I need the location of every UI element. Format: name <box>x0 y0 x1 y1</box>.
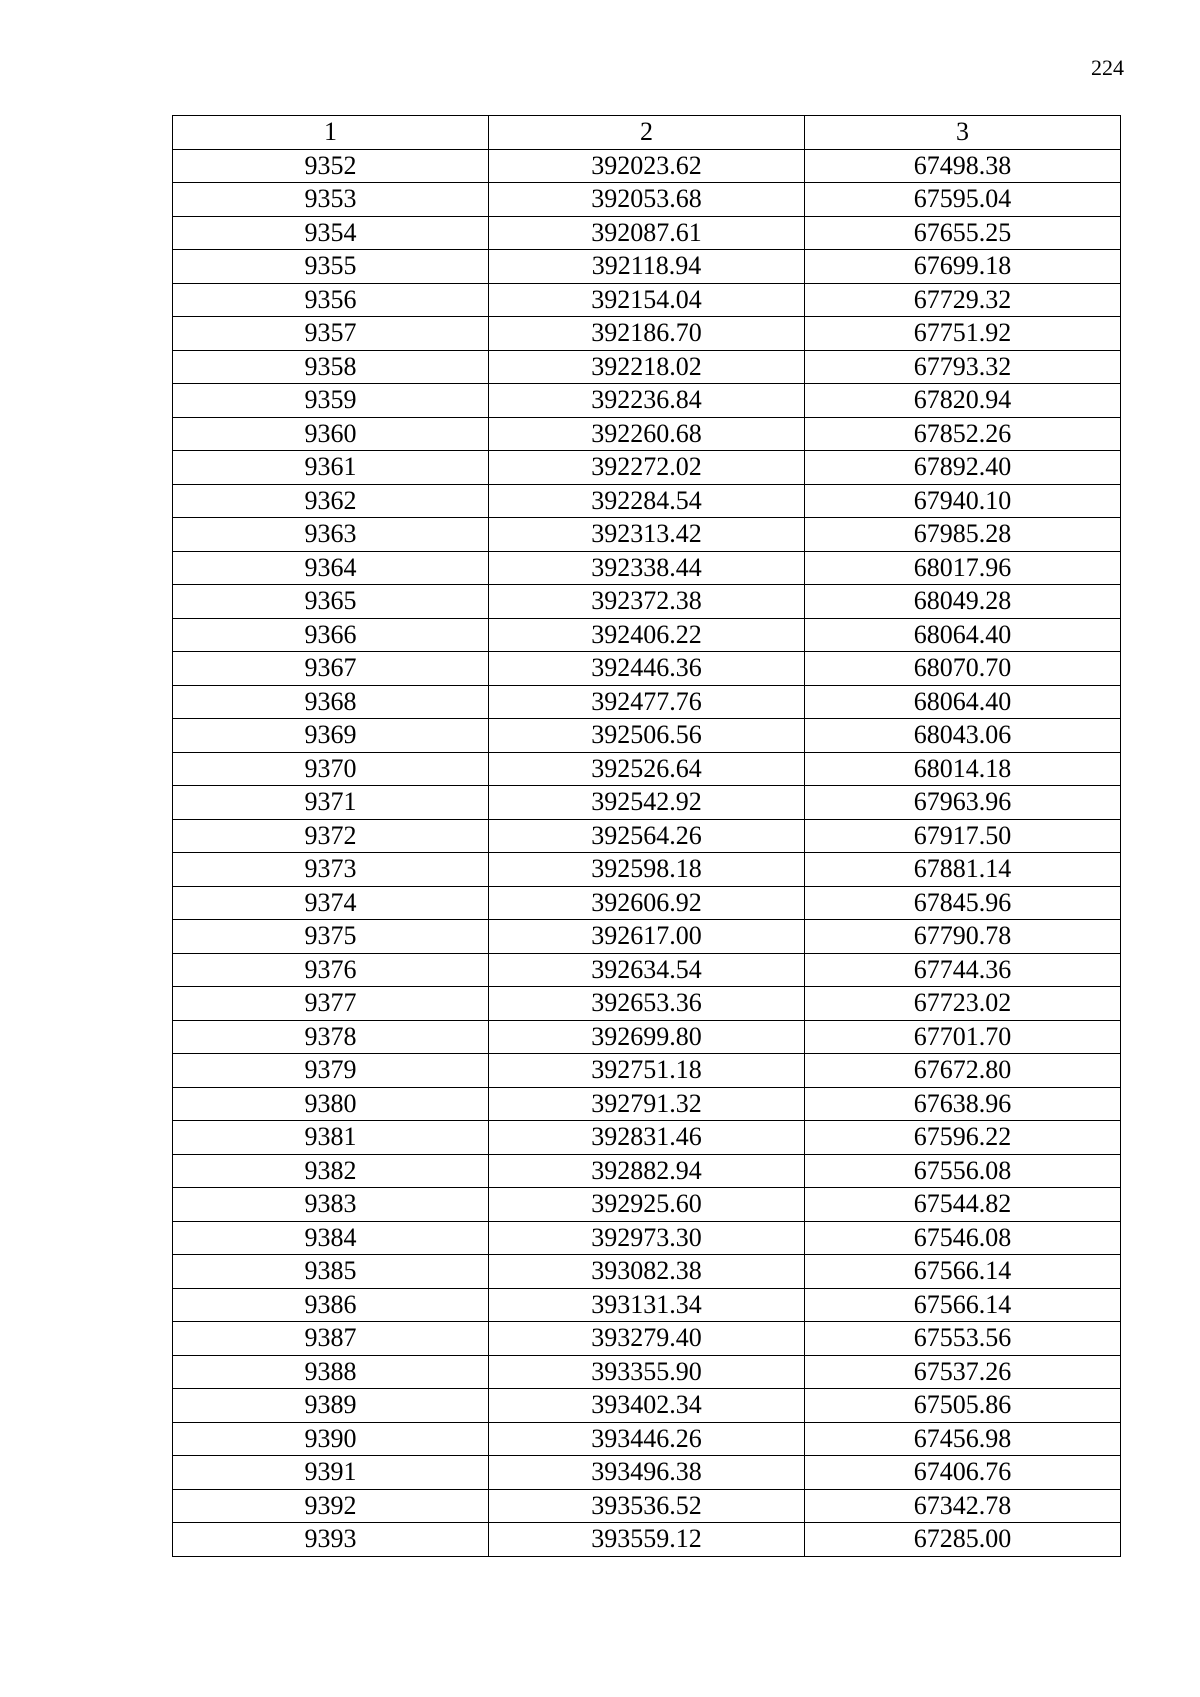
point-number-cell: 9366 <box>173 618 489 652</box>
x-coordinate-cell: 392284.54 <box>489 484 805 518</box>
point-number-cell: 9376 <box>173 953 489 987</box>
y-coordinate-cell: 67655.25 <box>805 216 1121 250</box>
y-coordinate-cell: 67406.76 <box>805 1456 1121 1490</box>
table-row <box>173 853 1121 887</box>
point-number-cell: 9360 <box>173 417 489 451</box>
point-number-cell: 9373 <box>173 853 489 887</box>
point-number-cell: 9379 <box>173 1054 489 1088</box>
y-coordinate-cell: 67963.96 <box>805 786 1121 820</box>
point-number-cell: 9361 <box>173 451 489 485</box>
point-number-cell: 9372 <box>173 819 489 853</box>
y-coordinate-cell: 67701.70 <box>805 1020 1121 1054</box>
x-coordinate-cell: 392973.30 <box>489 1221 805 1255</box>
x-coordinate-cell: 392446.36 <box>489 652 805 686</box>
x-coordinate-cell: 393131.34 <box>489 1288 805 1322</box>
x-coordinate-cell: 392053.68 <box>489 183 805 217</box>
y-coordinate-cell: 67342.78 <box>805 1489 1121 1523</box>
y-coordinate-cell: 67544.82 <box>805 1188 1121 1222</box>
point-number-cell: 9353 <box>173 183 489 217</box>
y-coordinate-cell: 67566.14 <box>805 1255 1121 1289</box>
x-coordinate-cell: 392791.32 <box>489 1087 805 1121</box>
y-coordinate-cell: 67699.18 <box>805 250 1121 284</box>
x-coordinate-cell: 392236.84 <box>489 384 805 418</box>
y-coordinate-cell: 67556.08 <box>805 1154 1121 1188</box>
x-coordinate-cell: 392506.56 <box>489 719 805 753</box>
table-row <box>173 317 1121 351</box>
x-coordinate-cell: 392751.18 <box>489 1054 805 1088</box>
x-coordinate-cell: 392831.46 <box>489 1121 805 1155</box>
table-row <box>173 484 1121 518</box>
point-number-cell: 9393 <box>173 1523 489 1557</box>
table-row <box>173 719 1121 753</box>
x-coordinate-cell: 392925.60 <box>489 1188 805 1222</box>
y-coordinate-cell: 67793.32 <box>805 350 1121 384</box>
table-row <box>173 518 1121 552</box>
x-coordinate-cell: 393496.38 <box>489 1456 805 1490</box>
y-coordinate-cell: 67553.56 <box>805 1322 1121 1356</box>
x-coordinate-cell: 392313.42 <box>489 518 805 552</box>
table-row <box>173 652 1121 686</box>
point-number-cell: 9382 <box>173 1154 489 1188</box>
y-coordinate-cell: 67985.28 <box>805 518 1121 552</box>
table-row <box>173 1389 1121 1423</box>
point-number-cell: 9355 <box>173 250 489 284</box>
column-header-1: 1 <box>173 116 489 150</box>
x-coordinate-cell: 392653.36 <box>489 987 805 1021</box>
x-coordinate-cell: 393559.12 <box>489 1523 805 1557</box>
x-coordinate-cell: 392477.76 <box>489 685 805 719</box>
x-coordinate-cell: 392542.92 <box>489 786 805 820</box>
point-number-cell: 9392 <box>173 1489 489 1523</box>
x-coordinate-cell: 392372.38 <box>489 585 805 619</box>
table-row <box>173 283 1121 317</box>
y-coordinate-cell: 67744.36 <box>805 953 1121 987</box>
y-coordinate-cell: 68014.18 <box>805 752 1121 786</box>
table-row <box>173 183 1121 217</box>
point-number-cell: 9388 <box>173 1355 489 1389</box>
table-row <box>173 1121 1121 1155</box>
y-coordinate-cell: 67638.96 <box>805 1087 1121 1121</box>
point-number-cell: 9374 <box>173 886 489 920</box>
y-coordinate-cell: 67751.92 <box>805 317 1121 351</box>
point-number-cell: 9377 <box>173 987 489 1021</box>
y-coordinate-cell: 67505.86 <box>805 1389 1121 1423</box>
x-coordinate-cell: 393082.38 <box>489 1255 805 1289</box>
table-row <box>173 618 1121 652</box>
point-number-cell: 9370 <box>173 752 489 786</box>
point-number-cell: 9352 <box>173 149 489 183</box>
table-row <box>173 350 1121 384</box>
table-row <box>173 551 1121 585</box>
page-number: 224 <box>1091 55 1124 80</box>
table-row <box>173 1456 1121 1490</box>
x-coordinate-cell: 392617.00 <box>489 920 805 954</box>
x-coordinate-cell: 392598.18 <box>489 853 805 887</box>
point-number-cell: 9384 <box>173 1221 489 1255</box>
column-header-2: 2 <box>489 116 805 150</box>
point-number-cell: 9359 <box>173 384 489 418</box>
y-coordinate-cell: 68064.40 <box>805 618 1121 652</box>
table-row <box>173 987 1121 1021</box>
table-row <box>173 1322 1121 1356</box>
point-number-cell: 9356 <box>173 283 489 317</box>
y-coordinate-cell: 68043.06 <box>805 719 1121 753</box>
table-row <box>173 1355 1121 1389</box>
coordinates-table <box>172 115 1121 1557</box>
y-coordinate-cell: 67285.00 <box>805 1523 1121 1557</box>
x-coordinate-cell: 392406.22 <box>489 618 805 652</box>
y-coordinate-cell: 67881.14 <box>805 853 1121 887</box>
y-coordinate-cell: 67566.14 <box>805 1288 1121 1322</box>
table-row <box>173 920 1121 954</box>
y-coordinate-cell: 67820.94 <box>805 384 1121 418</box>
table-row <box>173 1221 1121 1255</box>
column-header-3: 3 <box>805 116 1121 150</box>
y-coordinate-cell: 67596.22 <box>805 1121 1121 1155</box>
y-coordinate-cell: 68070.70 <box>805 652 1121 686</box>
x-coordinate-cell: 392634.54 <box>489 953 805 987</box>
point-number-cell: 9390 <box>173 1422 489 1456</box>
y-coordinate-cell: 67892.40 <box>805 451 1121 485</box>
x-coordinate-cell: 392564.26 <box>489 819 805 853</box>
point-number-cell: 9358 <box>173 350 489 384</box>
point-number-cell: 9385 <box>173 1255 489 1289</box>
y-coordinate-cell: 67672.80 <box>805 1054 1121 1088</box>
y-coordinate-cell: 68064.40 <box>805 685 1121 719</box>
y-coordinate-cell: 67595.04 <box>805 183 1121 217</box>
point-number-cell: 9389 <box>173 1389 489 1423</box>
y-coordinate-cell: 67546.08 <box>805 1221 1121 1255</box>
x-coordinate-cell: 392218.02 <box>489 350 805 384</box>
x-coordinate-cell: 392606.92 <box>489 886 805 920</box>
y-coordinate-cell: 67940.10 <box>805 484 1121 518</box>
table-header <box>173 116 1121 150</box>
table-row <box>173 953 1121 987</box>
y-coordinate-cell: 67845.96 <box>805 886 1121 920</box>
x-coordinate-cell: 393536.52 <box>489 1489 805 1523</box>
table-row <box>173 1188 1121 1222</box>
point-number-cell: 9357 <box>173 317 489 351</box>
y-coordinate-cell: 67498.38 <box>805 149 1121 183</box>
point-number-cell: 9387 <box>173 1322 489 1356</box>
x-coordinate-cell: 392023.62 <box>489 149 805 183</box>
x-coordinate-cell: 392260.68 <box>489 417 805 451</box>
point-number-cell: 9368 <box>173 685 489 719</box>
point-number-cell: 9362 <box>173 484 489 518</box>
x-coordinate-cell: 392154.04 <box>489 283 805 317</box>
x-coordinate-cell: 393279.40 <box>489 1322 805 1356</box>
table-row <box>173 1087 1121 1121</box>
y-coordinate-cell: 67729.32 <box>805 283 1121 317</box>
x-coordinate-cell: 392186.70 <box>489 317 805 351</box>
table-row <box>173 752 1121 786</box>
x-coordinate-cell: 393446.26 <box>489 1422 805 1456</box>
x-coordinate-cell: 392087.61 <box>489 216 805 250</box>
table-row <box>173 819 1121 853</box>
table-row <box>173 1288 1121 1322</box>
table-row <box>173 149 1121 183</box>
point-number-cell: 9364 <box>173 551 489 585</box>
table-row <box>173 384 1121 418</box>
table-row <box>173 1422 1121 1456</box>
point-number-cell: 9380 <box>173 1087 489 1121</box>
point-number-cell: 9365 <box>173 585 489 619</box>
y-coordinate-cell: 68049.28 <box>805 585 1121 619</box>
table-row <box>173 1489 1121 1523</box>
x-coordinate-cell: 393355.90 <box>489 1355 805 1389</box>
x-coordinate-cell: 392272.02 <box>489 451 805 485</box>
y-coordinate-cell: 68017.96 <box>805 551 1121 585</box>
table-row <box>173 786 1121 820</box>
table-row <box>173 585 1121 619</box>
table-row <box>173 451 1121 485</box>
x-coordinate-cell: 392699.80 <box>489 1020 805 1054</box>
y-coordinate-cell: 67537.26 <box>805 1355 1121 1389</box>
table-row <box>173 250 1121 284</box>
table-row <box>173 1523 1121 1557</box>
point-number-cell: 9363 <box>173 518 489 552</box>
point-number-cell: 9391 <box>173 1456 489 1490</box>
y-coordinate-cell: 67723.02 <box>805 987 1121 1021</box>
table-row <box>173 685 1121 719</box>
y-coordinate-cell: 67917.50 <box>805 819 1121 853</box>
table-row <box>173 1154 1121 1188</box>
point-number-cell: 9371 <box>173 786 489 820</box>
point-number-cell: 9354 <box>173 216 489 250</box>
y-coordinate-cell: 67456.98 <box>805 1422 1121 1456</box>
x-coordinate-cell: 392882.94 <box>489 1154 805 1188</box>
point-number-cell: 9383 <box>173 1188 489 1222</box>
y-coordinate-cell: 67790.78 <box>805 920 1121 954</box>
table-row <box>173 216 1121 250</box>
x-coordinate-cell: 392526.64 <box>489 752 805 786</box>
point-number-cell: 9386 <box>173 1288 489 1322</box>
point-number-cell: 9369 <box>173 719 489 753</box>
table-row <box>173 417 1121 451</box>
x-coordinate-cell: 392118.94 <box>489 250 805 284</box>
table-row <box>173 1020 1121 1054</box>
table-header-row <box>173 116 1121 150</box>
table-row <box>173 1054 1121 1088</box>
table-row <box>173 886 1121 920</box>
table-row <box>173 1255 1121 1289</box>
point-number-cell: 9375 <box>173 920 489 954</box>
y-coordinate-cell: 67852.26 <box>805 417 1121 451</box>
x-coordinate-cell: 393402.34 <box>489 1389 805 1423</box>
point-number-cell: 9367 <box>173 652 489 686</box>
point-number-cell: 9381 <box>173 1121 489 1155</box>
table-body <box>173 149 1121 1556</box>
x-coordinate-cell: 392338.44 <box>489 551 805 585</box>
point-number-cell: 9378 <box>173 1020 489 1054</box>
